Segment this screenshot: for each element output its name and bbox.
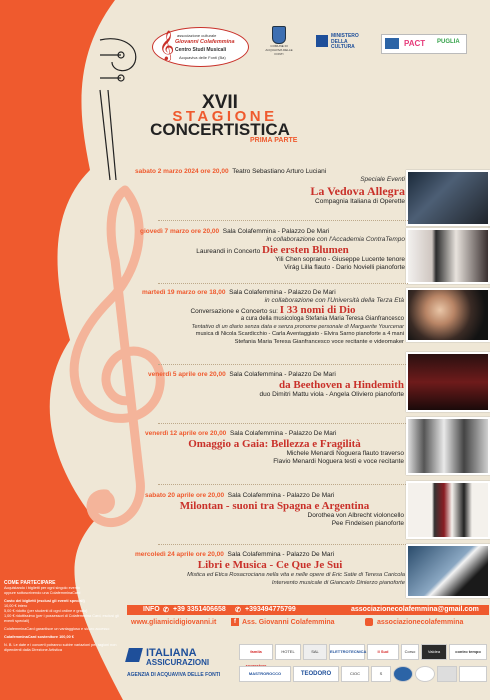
event-4 [148,371,404,399]
event-5 [145,430,404,466]
sponsor-logo: TEODORO [293,666,339,682]
event-title: I 33 nomi di Dio [279,304,356,317]
sponsor-logo [437,666,457,682]
event-note: in collaborazione con l'Università della Terza Età [264,296,404,304]
info-line: oppure sottoscrivendo una ColafemminaCard [4,591,81,595]
event-line: Stefania Maria Teresa Gianfrancesco voce recitante e videomaker [234,338,404,345]
event-pre: Conversazione e Concerto su: [190,308,278,316]
event-date: venerdì 12 aprile ore 20,00 [145,430,227,437]
region-logo-sub: PUGLIA [437,39,460,45]
comune-line2: ACQUAVIVA DELLE FONTI [265,48,293,56]
event-venue: Sala Colafemmina - Palazzo De Mari [222,228,330,235]
event-photo-5 [406,417,490,475]
treble-clef-icon: 𝄞 [159,30,175,60]
event-line: musica di Nicola Scardicchio - Carla Aventaggiato - Elvira Sarno pianoforte a 4 mani [195,331,404,338]
sponsor-logo: Corso [401,644,419,660]
event-line: Dorothea von Albrecht violoncello [307,512,404,519]
sponsor-row [127,642,489,694]
italiana-assicurazioni-logo [127,646,231,686]
info-line: ColafemminaCard sostenitore 100,00 € [4,635,74,639]
edition-part: PRIMA PARTE [250,137,298,144]
event-3 [142,289,404,347]
ministero-logo [316,34,370,50]
association-logo-line2: Giovanni Colafemmina [175,39,235,45]
event-date: martedì 19 marzo ore 18,00 [142,289,226,296]
event-title: Die ersten Blumen [262,244,349,256]
italiana-agency: AGENZIA DI ACQUAVIVA DELLE FONTI [127,672,221,678]
event-note: Speciale Eventi [360,176,405,183]
sponsor-logo: SAL [303,644,327,660]
contact-bar [127,605,489,615]
sponsor-logo: ELETTROTECNICA [329,644,365,660]
info-heading: COME PARTECIPARE [4,580,56,586]
facebook-link[interactable]: Ass. Giovanni Colafemmina [242,619,335,626]
event-line: Flavio Menardi Noguera testi e voce recitante [273,458,404,465]
sponsor-logo: Valdea [421,644,447,660]
comune-line1: COMUNE DI [270,44,288,48]
sponsor-logo [415,666,435,682]
event-venue: Sala Colafemmina - Palazzo De Mari [227,551,335,558]
info-panel [0,578,123,700]
event-date: sabato 20 aprile ore 20,00 [145,492,225,499]
event-line: a cura della musicologa Stefania Maria Teresa Gianfrancesco [240,316,404,323]
info-line: 10,00 € intero [4,604,28,608]
event-date: mercoledì 24 aprile ore 20,00 [135,551,224,558]
event-photo-7 [406,544,490,598]
region-logo [381,34,467,54]
coat-of-arms-icon [272,26,286,44]
event-line: Michele Menardi Noguera flauto traverso [286,450,404,457]
region-logo-text: PACT [404,39,426,48]
sponsor-logo: S [371,666,391,682]
phone-1[interactable]: +39 3351406658 [173,606,226,613]
info-line: 5,00 € ridotto (per studenti di ogni ordine e grado) [4,609,88,613]
event-venue: Sala Colafemmina - Palazzo De Mari [229,430,337,437]
association-logo-line3: Centro Studi Musicali [175,47,227,53]
event-venue: Teatro Sebastiano Arturo Luciani [232,168,327,175]
event-line: Virág Lilla flauto - Dario Novielli pianoforte [284,264,405,271]
event-photo-4 [406,352,490,412]
separator [158,544,408,545]
info-line: Acquistando i biglietti per ogni singolo evento [4,586,80,590]
ministero-emblem-icon [316,35,328,47]
sponsor-logo: CIOC [341,666,369,682]
edition-concertistica: CONCERTISTICA [150,120,290,139]
event-title: Milontan - suoni tra Spagna e Argentina [179,500,370,512]
italiana-name1: ITALIANA [146,647,197,659]
info-line: ColafemminaCard garantisce un vantaggioso e sicuro accesso [4,627,110,631]
separator [158,364,408,365]
association-logo [152,27,249,67]
separator [158,220,408,221]
sponsor-logo [459,666,487,682]
event-title: da Beethoven a Hindemith [279,379,404,391]
event-line: Pee Findeisen pianoforte [331,520,404,527]
association-logo-line4: Acquaviva delle Fonti (Ba) [179,55,226,60]
event-title: Libri e Musica - Ce Que Je Sui [197,559,343,571]
phone-icon: ✆ [163,607,169,614]
sponsor-logo: Il Sud [367,644,399,660]
comune-logo [265,26,293,56]
event-line: Yili Chen soprano - Giuseppe Lucente tenore [275,256,405,263]
event-line: duo Dimitri Mattu viola - Angela Oliviero pianoforte [259,391,404,398]
event-photo-2 [406,228,490,284]
event-pre: Laureandi in Concerto [196,248,261,255]
sponsor-logo: MASTROROCCO [239,666,291,682]
instagram-link[interactable]: associazionecolafemmina [377,619,464,626]
event-line: Compagnia Italiana di Operette [315,198,405,205]
ministero-line3: CULTURA [331,44,355,50]
ministero-line2: DELLA [331,38,348,45]
event-title: La Vedova Allegra [310,184,405,198]
facebook-icon: f [231,618,239,626]
event-photo-1 [406,170,490,226]
event-date: sabato 2 marzo 2024 ore 20,00 [135,168,229,175]
event-date: giovedì 7 marzo ore 20,00 [140,228,220,235]
edition-stagione: STAGIONE [172,108,278,125]
event-line: Mistica ed Etica Rosacrociana nella vita e nelle opere di Eric Satie di Teresa Caricola [187,572,405,578]
sponsor-logo: contro tempo [449,644,487,660]
event-2 [140,228,405,272]
italiana-name2: ASSICURAZIONI [146,658,210,667]
info-line: N. B. Le date e i concerti potranno subire variazioni per ragioni non dipendenti dalla Direzione Artistica [4,643,117,652]
sponsor-logo [393,666,413,682]
separator [158,484,408,485]
website-link[interactable]: www.gliamicidigiovanni.it [131,619,217,626]
info-label: INFO [143,606,160,613]
separator [158,283,408,284]
links-bar [127,618,489,628]
italiana-emblem-icon [125,648,143,662]
info-line: Costo dei biglietti (esclusi gli eventi speciali) [4,599,85,603]
sponsor-logo: HOTEL [275,644,301,660]
ministero-line1: MINISTERO [331,33,359,39]
event-venue: Sala Colafemmina - Palazzo De Mari [229,289,336,296]
event-6 [145,492,404,528]
event-line: Tentativo di un diario senza data e senza pronome personale di Marguerite Yourcenar [191,323,404,330]
whatsapp-icon: ✆ [235,607,241,614]
email-link[interactable]: associazionecolafemmina@gmail.com [351,606,479,613]
region-emblem-icon [385,38,399,49]
event-note: in collaborazione con l'Accademia ContraTempo [266,236,405,243]
instagram-icon [365,618,373,626]
event-date: venerdì 5 aprile ore 20,00 [148,371,226,378]
sponsor-logo: famila [239,644,273,660]
event-venue: Sala Colafemmina - Palazzo De Mari [227,492,335,499]
event-title: Omaggio a Gaia: Bellezza e Fragilità [188,438,361,450]
event-7 [135,551,405,587]
edition-number: XVII [202,92,238,113]
info-line: 1,00 € ridottissimo (per i possessori di Colafemmina Card, esclusi gli eventi speciali) [4,614,120,623]
event-line: Intervento musicale di Giancarlo Dinierzo pianoforte [271,580,405,586]
separator [158,423,408,424]
association-logo-line1: associazione culturale [177,33,217,38]
phone-2[interactable]: +393494775799 [245,606,296,613]
event-photo-6 [406,481,490,539]
event-photo-3 [406,288,490,342]
event-1 [135,168,405,206]
event-venue: Sala Colafemmina - Palazzo De Mari [229,371,336,378]
